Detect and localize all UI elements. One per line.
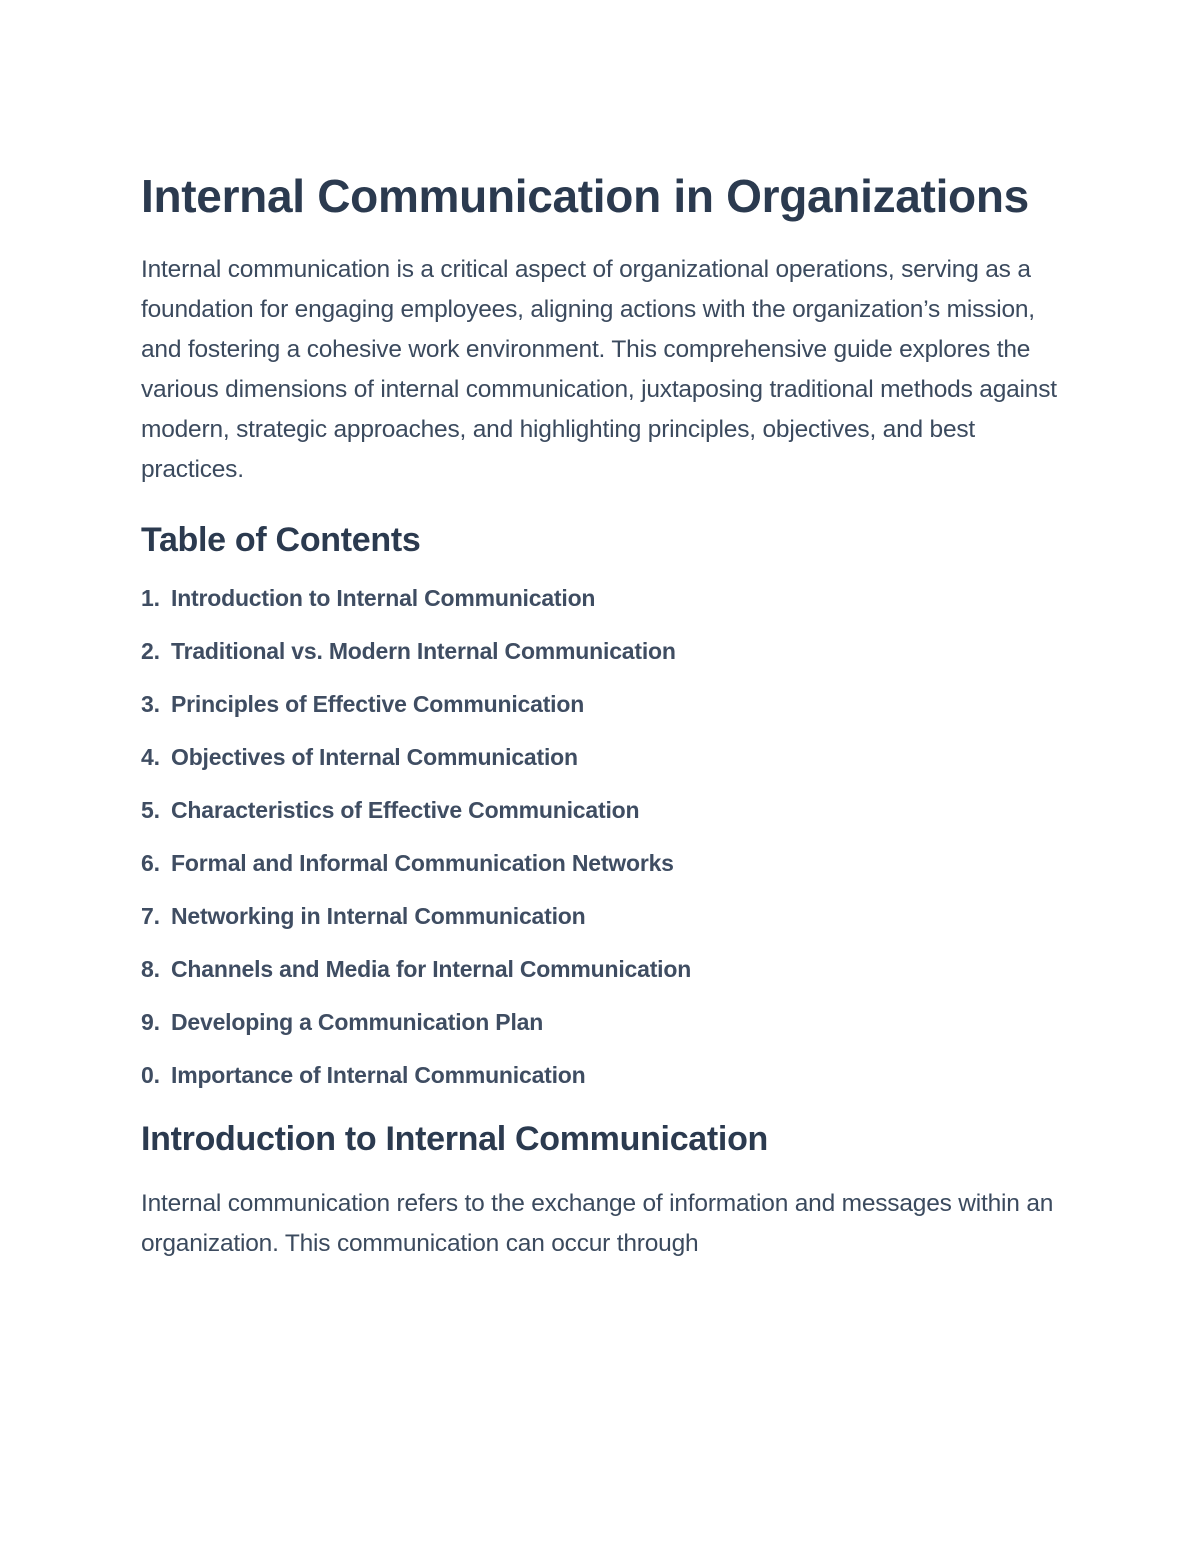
- document-title: Internal Communication in Organizations: [141, 170, 1029, 222]
- toc-item-label: Channels and Media for Internal Communication: [171, 956, 692, 982]
- toc-item-number: 0.: [141, 1062, 160, 1088]
- toc-item[interactable]: [141, 1060, 1071, 1090]
- toc-item[interactable]: [141, 795, 1071, 825]
- toc-item-label: Importance of Internal Communication: [171, 1062, 586, 1088]
- toc-heading: Table of Contents: [141, 521, 421, 559]
- toc-item-number: 4.: [141, 744, 160, 770]
- toc-item-number: 5.: [141, 797, 160, 823]
- introduction-heading: Introduction to Internal Communication: [141, 1120, 769, 1158]
- toc-item[interactable]: [141, 848, 1071, 878]
- toc-item-number: 7.: [141, 903, 160, 929]
- toc-item-label: Introduction to Internal Communication: [171, 585, 596, 611]
- document-page: [141, 164, 1071, 1264]
- toc-item-number: 9.: [141, 1009, 160, 1035]
- toc-item-label: Networking in Internal Communication: [171, 903, 586, 929]
- toc-item-label: Principles of Effective Communication: [171, 691, 585, 717]
- toc-item[interactable]: [141, 901, 1071, 931]
- toc-item[interactable]: [141, 954, 1071, 984]
- toc-item[interactable]: [141, 689, 1071, 719]
- toc-item-label: Developing a Communication Plan: [171, 1009, 544, 1035]
- toc-item[interactable]: [141, 742, 1071, 772]
- toc-item[interactable]: [141, 583, 1071, 613]
- toc-item-label: Traditional vs. Modern Internal Communication: [171, 638, 676, 664]
- toc-item-label: Characteristics of Effective Communication: [171, 797, 640, 823]
- introduction-paragraph: Internal communication refers to the exchange of information and messages within an organization. This communication can occur through: [141, 1190, 1054, 1257]
- toc-item-label: Formal and Informal Communication Networks: [171, 850, 674, 876]
- toc-item[interactable]: [141, 1007, 1071, 1037]
- toc-item-number: 1.: [141, 585, 160, 611]
- toc-item-label: Objectives of Internal Communication: [171, 744, 578, 770]
- toc-item-number: 2.: [141, 638, 160, 664]
- toc-item-number: 6.: [141, 850, 160, 876]
- table-of-contents: [141, 583, 1071, 1090]
- toc-item[interactable]: [141, 636, 1071, 666]
- toc-item-number: 8.: [141, 956, 160, 982]
- toc-item-number: 3.: [141, 691, 160, 717]
- intro-paragraph: Internal communication is a critical aspect of organizational operations, serving as a foundation for engaging employees, aligning actions with the organization’s mission, and fostering a cohesive work environment. This comprehensive guide explores the various dimensions of internal communication, juxtaposing traditional methods against modern, strategic approaches, and highlighting principles, objectives, and best practices.: [141, 256, 1057, 483]
